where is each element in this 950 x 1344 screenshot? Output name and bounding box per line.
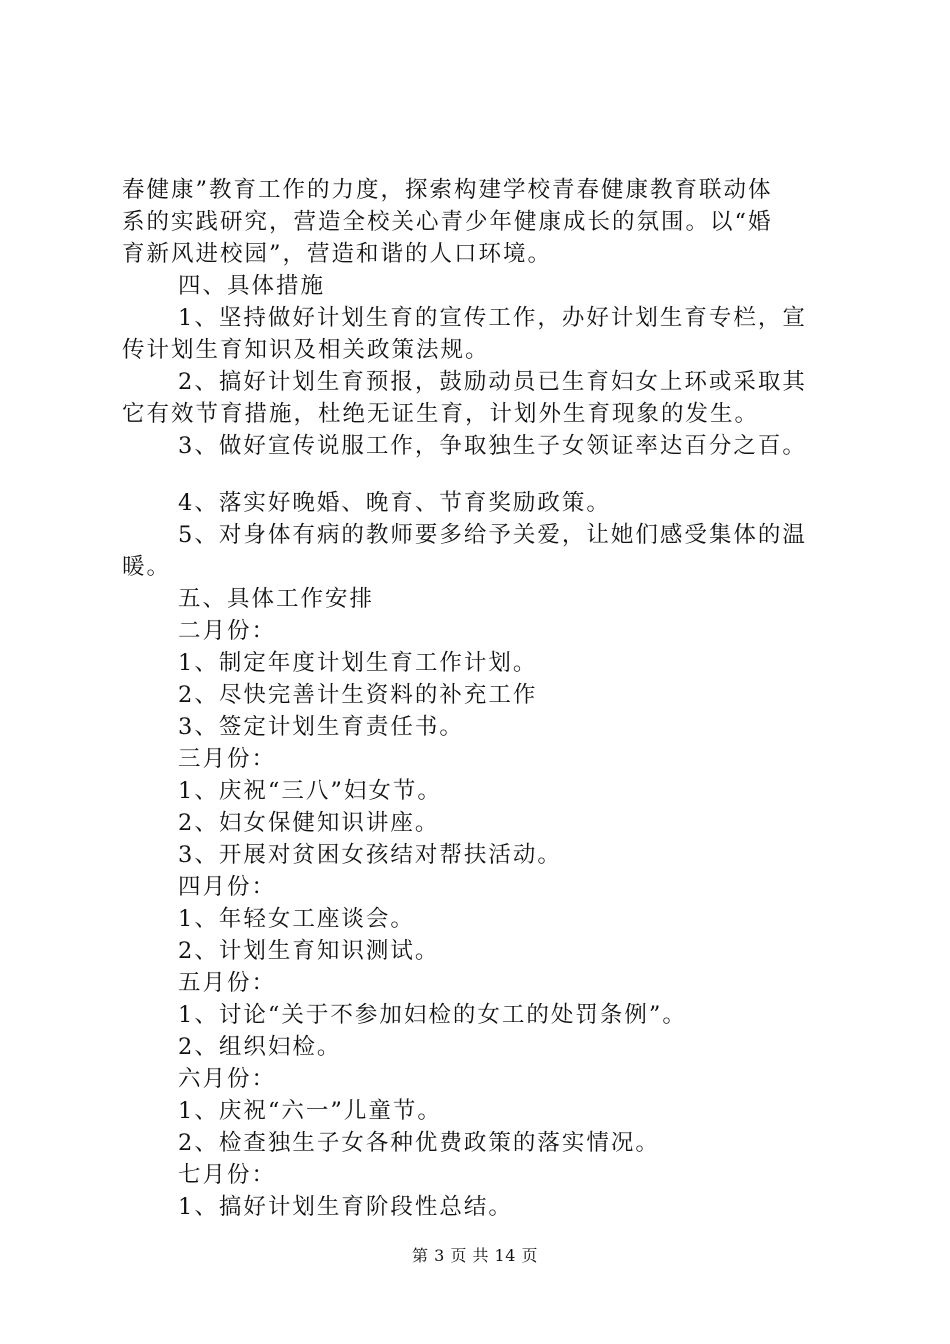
list-item: 1、庆祝“六一”儿童节。: [178, 1098, 442, 1124]
list-item: 2、组织妇检。: [178, 1034, 342, 1060]
paragraph-line: 5、对身体有病的教师要多给予关爱，让她们感受集体的温: [178, 522, 807, 548]
section-heading: 四、具体措施: [178, 273, 326, 299]
list-item: 2、计划生育知识测试。: [178, 938, 440, 964]
list-item: 3、签定计划生育责任书。: [178, 714, 464, 740]
month-heading: 五月份：: [178, 970, 277, 996]
paragraph-line: 育新风进校园”，营造和谐的人口环境。: [122, 241, 553, 267]
paragraph-line: 4、落实好晚婚、晚育、节育奖励政策。: [178, 490, 611, 516]
list-item: 1、制定年度计划生育工作计划。: [178, 650, 538, 676]
month-heading: 三月份：: [178, 746, 277, 772]
paragraph-line: 传计划生育知识及相关政策法规。: [122, 337, 490, 363]
list-item: 3、开展对贫困女孩结对帮扶活动。: [178, 842, 562, 868]
page-number: 第 3 页 共 14 页: [412, 1246, 538, 1265]
list-item: 1、搞好计划生育阶段性总结。: [178, 1194, 513, 1220]
page-footer: [0, 1243, 950, 1266]
section-heading: 五、具体工作安排: [178, 586, 375, 612]
body-text: [122, 175, 842, 1222]
list-item: 1、庆祝“三八”妇女节。: [178, 778, 442, 804]
list-item: 2、尽快完善计生资料的补充工作: [178, 682, 538, 708]
month-heading: 四月份：: [178, 874, 277, 900]
month-heading: 七月份：: [178, 1162, 277, 1188]
paragraph-line: 暖。: [122, 554, 172, 580]
list-item: 1、讨论“关于不参加妇检的女工的处罚条例”。: [178, 1002, 687, 1028]
list-item: 2、妇女保健知识讲座。: [178, 810, 440, 836]
list-item: 1、年轻女工座谈会。: [178, 906, 415, 932]
paragraph-line: 2、搞好计划生育预报，鼓励动员已生育妇女上环或采取其: [178, 369, 807, 395]
paragraph-line: 1、坚持做好计划生育的宣传工作，办好计划生育专栏，宣: [178, 305, 807, 331]
month-heading: 六月份：: [178, 1066, 277, 1092]
paragraph-line: 系的实践研究，营造全校关心青少年健康成长的氛围。以“婚: [122, 209, 773, 235]
month-heading: 二月份：: [178, 618, 277, 644]
paragraph-line: 3、做好宣传说服工作，争取独生子女领证率达百分之百。: [178, 433, 807, 459]
paragraph-line: 春健康”教育工作的力度，探索构建学校青春健康教育联动体: [122, 177, 773, 203]
paragraph-line: 它有效节育措施，杜绝无证生育，计划外生育现象的发生。: [122, 401, 760, 427]
list-item: 2、检查独生子女各种优费政策的落实情况。: [178, 1130, 660, 1156]
